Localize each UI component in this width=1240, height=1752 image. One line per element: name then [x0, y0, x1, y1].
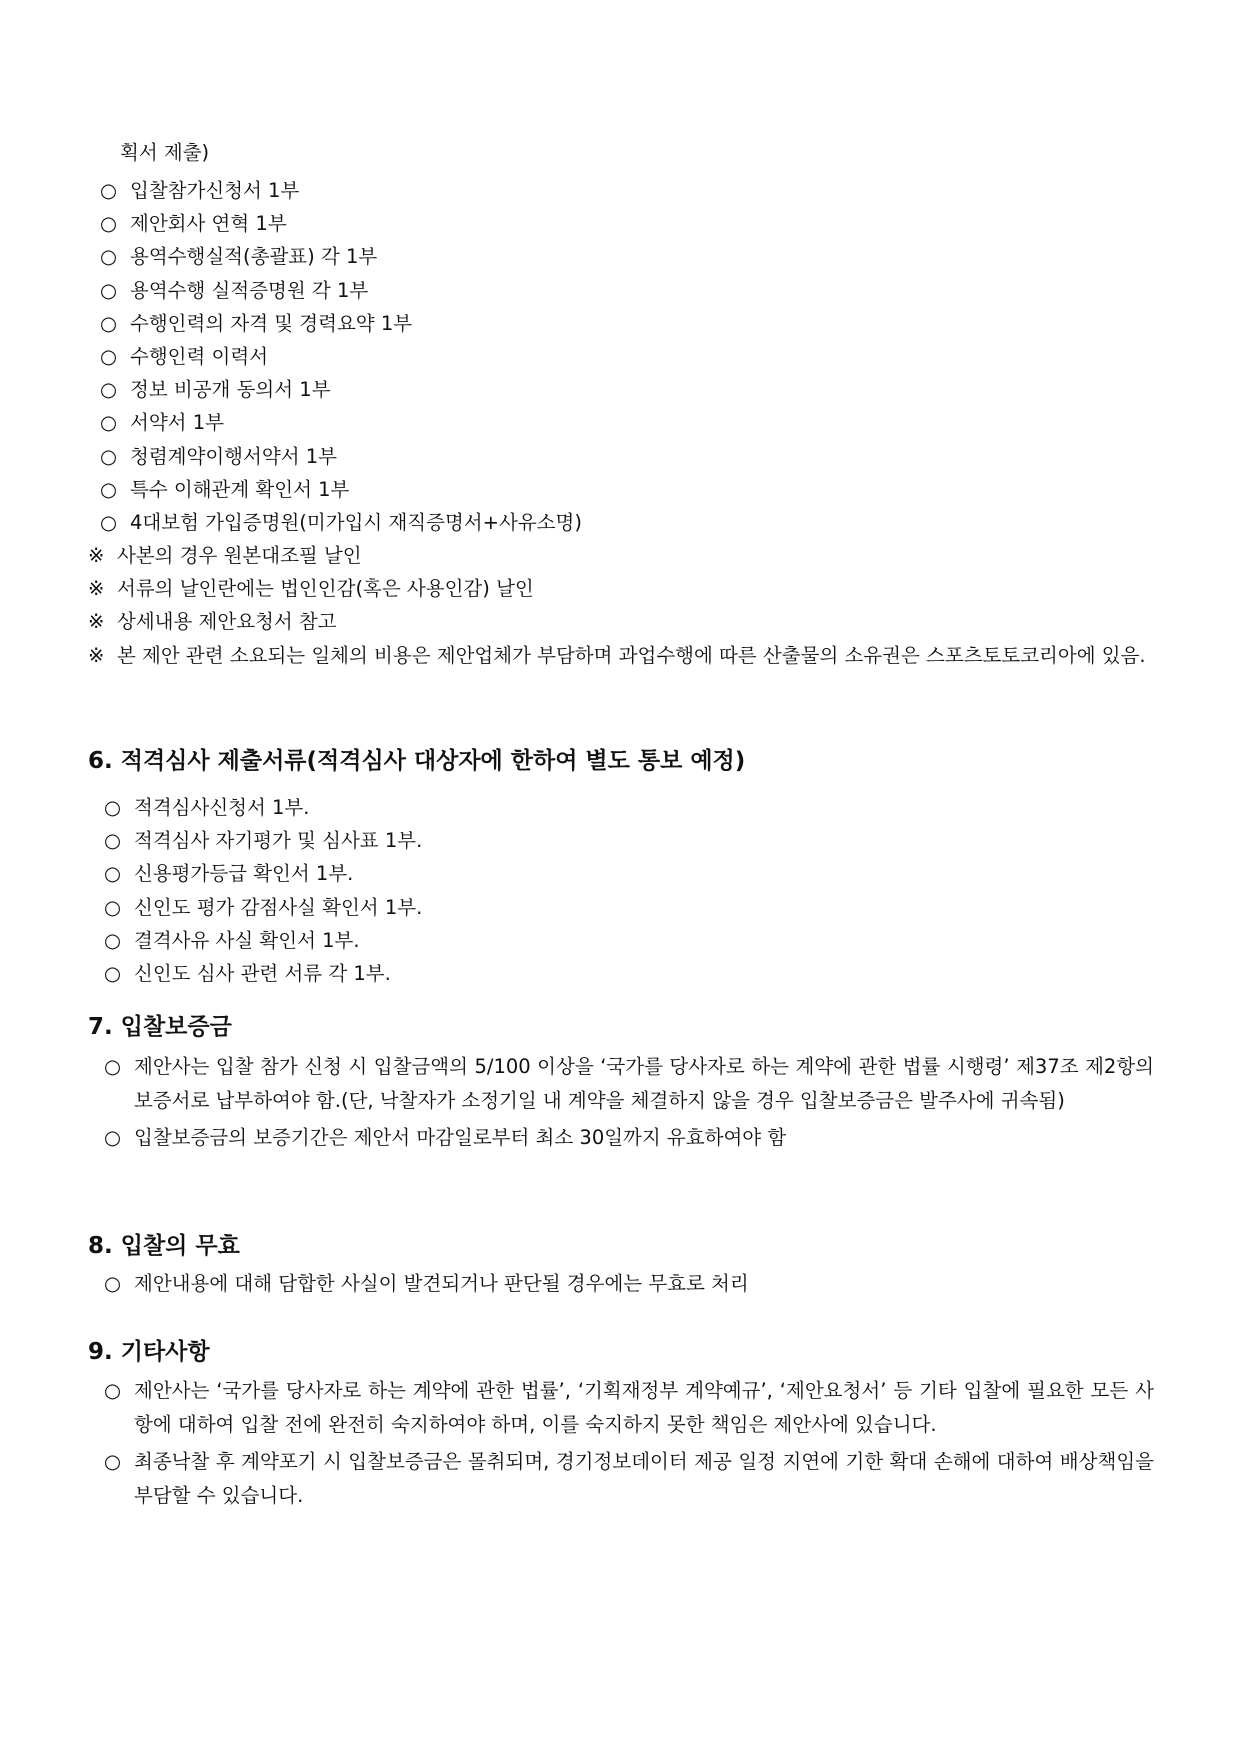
circle-bullet-icon: ○	[100, 378, 118, 402]
section9-list	[104, 1374, 1154, 1516]
reference-mark-icon: ※	[88, 544, 105, 568]
circle-bullet-icon: ○	[100, 245, 118, 269]
note-item: ※ 사본의 경우 원본대조필 날인	[100, 539, 1160, 572]
section-heading: 6. 적격심사 제출서류(적격심사 대상자에 한하여 별도 통보 예정)	[88, 748, 746, 774]
circle-bullet-icon: ○	[100, 212, 118, 236]
list-item: ○ 용역수행실적(총괄표) 각 1부	[100, 240, 1160, 273]
list-item: ○ 신인도 평가 감점사실 확인서 1부.	[104, 891, 1154, 924]
circle-bullet-icon: ○	[104, 862, 122, 886]
circle-bullet-icon: ○	[100, 477, 118, 501]
circle-bullet-icon: ○	[104, 829, 122, 853]
note-item: ※ 상세내용 제안요청서 참고	[100, 605, 1160, 638]
list-item: ○ 적격심사 자기평가 및 심사표 1부.	[104, 824, 1154, 857]
list-item: ○ 제안사는 입찰 참가 신청 시 입찰금액의 5/100 이상을 ‘국가를 당사자로 하는 계약에 관한 법률 시행령’ 제37조 제2항의 보증서로 납부하여야 함.(단, 낙찰자가 소정기일 내 계약을 체결하지 않을 경우 입찰보증금은 발주사에 귀속됨)	[104, 1050, 1154, 1117]
note-item: ※ 본 제안 관련 소요되는 일체의 비용은 제안업체가 부담하며 과업수행에 따른 산출물의 소유권은 스포츠토토코리아에 있음.	[100, 639, 1160, 672]
circle-bullet-icon: ○	[100, 278, 118, 302]
circle-bullet-icon: ○	[100, 311, 118, 335]
list-item: ○ 신인도 심사 관련 서류 각 1부.	[104, 957, 1154, 990]
section-heading: 9. 기타사항	[88, 1339, 210, 1365]
circle-bullet-icon: ○	[104, 895, 122, 919]
list-item: ○ 수행인력 이력서	[100, 340, 1160, 373]
circle-bullet-icon: ○	[100, 179, 118, 202]
continuation-text: 획서 제출)	[120, 141, 210, 164]
list-item: ○ 용역수행 실적증명원 각 1부	[100, 274, 1160, 307]
list-item: ○ 수행인력의 자격 및 경력요약 1부	[100, 307, 1160, 340]
list-item: ○ 정보 비공개 동의서 1부	[100, 373, 1160, 406]
section6-list	[104, 791, 1154, 990]
list-item: ○ 서약서 1부	[100, 406, 1160, 439]
circle-bullet-icon: ○	[104, 796, 122, 819]
circle-bullet-icon: ○	[104, 1379, 122, 1402]
list-item: ○ 입찰참가신청서 1부	[100, 174, 1160, 207]
circle-bullet-icon: ○	[104, 1272, 122, 1295]
list-item: ○ 청렴계약이행서약서 1부	[100, 440, 1160, 473]
section-heading: 7. 입찰보증금	[88, 1014, 232, 1040]
list-item: ○ 결격사유 사실 확인서 1부.	[104, 924, 1154, 957]
circle-bullet-icon: ○	[100, 444, 118, 468]
section8-list	[104, 1267, 1154, 1305]
list-item: ○ 최종낙찰 후 계약포기 시 입찰보증금은 몰취되며, 경기정보데이터 제공 일정 지연에 기한 확대 손해에 대하여 배상책임을 부담할 수 있습니다.	[104, 1445, 1154, 1512]
circle-bullet-icon: ○	[100, 510, 118, 534]
list-item: ○ 적격심사신청서 1부.	[104, 791, 1154, 824]
list-item: ○ 제안내용에 대해 담합한 사실이 발견되거나 판단될 경우에는 무효로 처리	[104, 1267, 1154, 1301]
reference-mark-icon: ※	[88, 577, 105, 601]
circle-bullet-icon: ○	[100, 411, 118, 435]
reference-mark-icon: ※	[88, 610, 105, 634]
section-heading: 8. 입찰의 무효	[88, 1233, 240, 1259]
circle-bullet-icon: ○	[100, 344, 118, 368]
list-item: ○ 특수 이해관계 확인서 1부	[100, 473, 1160, 506]
section7-list	[104, 1050, 1154, 1159]
circle-bullet-icon: ○	[104, 961, 122, 985]
circle-bullet-icon: ○	[104, 928, 122, 952]
circle-bullet-icon: ○	[104, 1055, 122, 1078]
section5-list	[88, 174, 1160, 672]
list-item: ○ 4대보험 가입증명원(미가입시 재직증명서+사유소명)	[100, 506, 1160, 539]
list-item: ○ 신용평가등급 확인서 1부.	[104, 857, 1154, 890]
list-item: ○ 제안회사 연혁 1부	[100, 207, 1160, 240]
circle-bullet-icon: ○	[104, 1126, 122, 1149]
list-item: ○ 제안사는 ‘국가를 당사자로 하는 계약에 관한 법률’, ‘기획재정부 계약예규’, ‘제안요청서’ 등 기타 입찰에 필요한 모든 사항에 대하여 입찰 전에 완전히 숙지하여야 하며, 이를 숙지하지 못한 책임은 제안사에 있습니다.	[104, 1374, 1154, 1441]
circle-bullet-icon: ○	[104, 1450, 122, 1473]
list-item: ○ 입찰보증금의 보증기간은 제안서 마감일로부터 최소 30일까지 유효하여야 함	[104, 1121, 1154, 1155]
note-item: ※ 서류의 날인란에는 법인인감(혹은 사용인감) 날인	[100, 572, 1160, 605]
reference-mark-icon: ※	[88, 643, 105, 667]
